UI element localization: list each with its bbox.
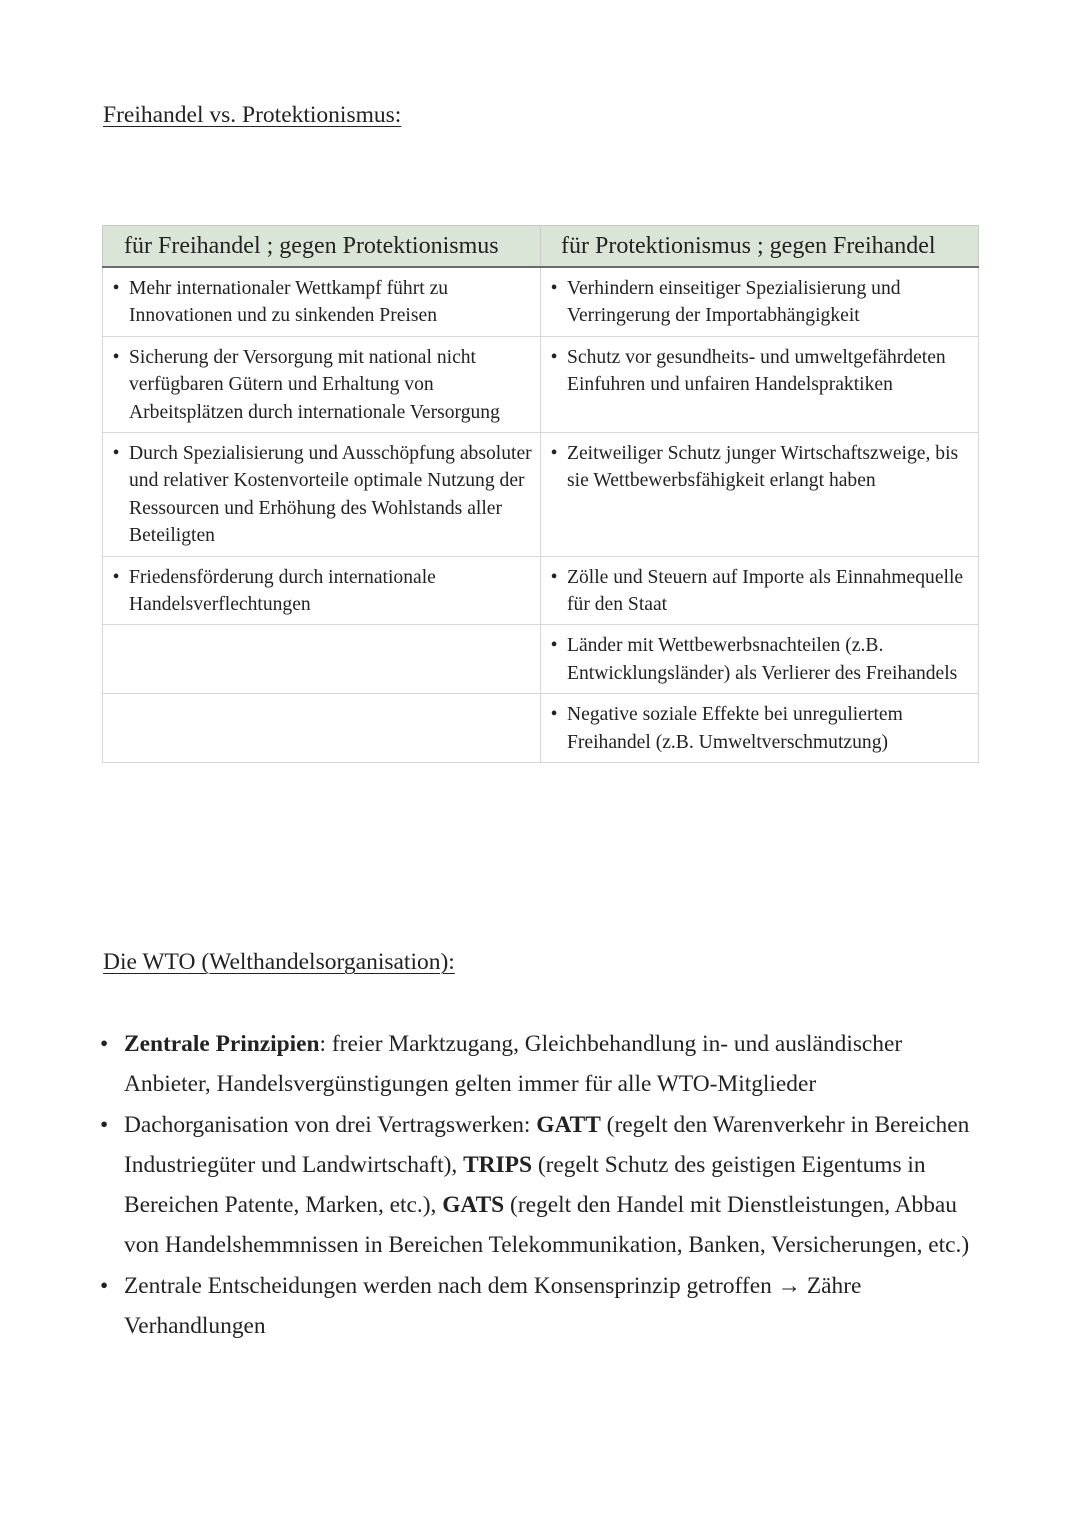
table-cell: • Sicherung der Versorgung mit national nicht verfügbaren Gütern und Erhaltung von Arbeitsplätzen durch internationale Versorgung [103,336,541,432]
header-pro-freihandel: für Freihandel ; gegen Protektionismus [103,226,541,268]
table-cell: • Negative soziale Effekte bei unreguliertem Freihandel (z.B. Umweltverschmutzung) [541,694,979,763]
table-cell-empty [103,625,541,694]
table-row [103,625,979,694]
comparison-table [102,225,979,763]
table-header-row [103,226,979,268]
table-row [103,433,979,557]
list-item: • Zentrale Prinzipien: freier Marktzugang, Gleichbehandlung in- und ausländischer Anbieter, Handelsvergünstigungen gelten immer für alle WTO-Mitglieder [100,1024,985,1105]
table-cell: • Zeitweiliger Schutz junger Wirtschaftszweige, bis sie Wettbewerbsfähigkeit erlangt haben [541,433,979,557]
list-item: • Zentrale Entscheidungen werden nach dem Konsensprinzip getroffen → Zähre Verhandlungen [100,1266,985,1347]
table-cell: • Friedensförderung durch internationale Handelsverflechtungen [103,556,541,625]
bullet-icon: • [112,443,120,465]
bullet-icon: • [100,1031,109,1057]
table-cell: • Verhindern einseitiger Spezialisierung und Verringerung der Importabhängigkeit [541,267,979,336]
heading-wto: Die WTO (Welthandelsorganisation): [103,949,455,975]
bullet-icon: • [550,443,558,465]
table-cell: • Schutz vor gesundheits- und umweltgefährdeten Einfuhren und unfairen Handelspraktiken [541,336,979,432]
table-row [103,336,979,432]
bullet-icon: • [550,278,558,299]
bullet-icon: • [550,566,558,588]
table-row [103,694,979,763]
header-pro-protektionismus: für Protektionismus ; gegen Freihandel [541,226,979,268]
table-cell: • Zölle und Steuern auf Importe als Einnahmequelle für den Staat [541,556,979,625]
bullet-icon: • [550,346,558,368]
bullet-icon: • [550,704,558,726]
table-cell-empty [103,694,541,763]
heading-freihandel: Freihandel vs. Protektionismus: [103,102,402,128]
list-item: • Dachorganisation von drei Vertragswerken: GATT (regelt den Warenverkehr in Bereichen Industriegüter und Landwirtschaft), TRIPS (regelt Schutz des geistigen Eigentums in Bereichen Patente, Marken, etc.), GATS (regelt den Handel mit Dienstleistungen, Abbau von Handelshemmnissen in Bereichen Telekommunikation, Banken, Versicherungen, etc.) [100,1105,985,1266]
bullet-icon: • [100,1272,109,1299]
bullet-icon: • [112,278,120,299]
table-cell: • Länder mit Wettbewerbsnachteilen (z.B. Entwicklungsländer) als Verlierer des Freihandels [541,625,979,694]
bullet-icon: • [112,566,120,588]
bullet-icon: • [112,346,120,368]
table-row [103,267,979,336]
table-cell: • Durch Spezialisierung und Ausschöpfung absoluter und relativer Kostenvorteile optimale Nutzung der Ressourcen und Erhöhung des Wohlstands aller Beteiligten [103,433,541,557]
table-cell: • Mehr internationaler Wettkampf führt zu Innovationen und zu sinkenden Preisen [103,267,541,336]
table-row [103,556,979,625]
wto-list [100,1024,985,1346]
bullet-icon: • [100,1111,109,1138]
bullet-icon: • [550,635,558,657]
